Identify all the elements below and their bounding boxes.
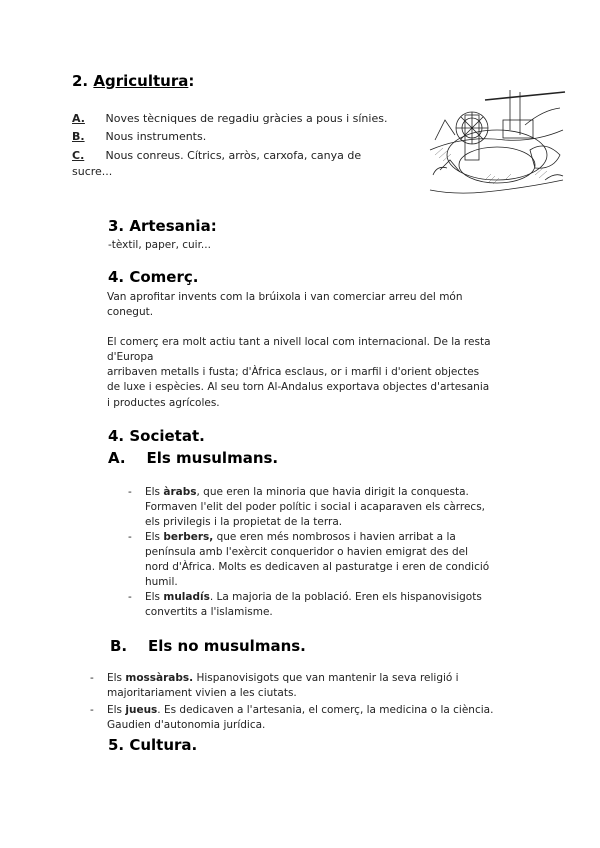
item-pre: Els <box>145 486 164 498</box>
item-pre: Els <box>107 672 126 684</box>
societat-heading: 4. Societat. <box>108 427 205 445</box>
agricultura-title: Agricultura <box>93 72 189 90</box>
cultura-heading: 5. Cultura. <box>108 736 198 754</box>
item-line: Formaven l'elit del poder polític i social i acaparaven els càrrecs, <box>145 501 486 513</box>
item-label: A. <box>72 112 85 125</box>
artesania-text: -tèxtil, paper, cuir... <box>108 239 211 251</box>
musulmans-heading: A. Els musulmans. <box>108 449 279 467</box>
comerc-line-6: de luxe i espècies. Al seu torn Al-Andalus exportava objectes d'artesania <box>107 381 490 393</box>
bullet-dash: - <box>128 531 132 543</box>
item-label: C. <box>72 149 85 162</box>
item-line: els privilegis i la propietat de la terra. <box>145 516 343 528</box>
item-bold: àrabs <box>163 486 197 498</box>
item-text: Nous conreus. Cítrics, arròs, carxofa, canya de <box>105 149 362 162</box>
item-post: . Es dedicaven a l'artesania, el comerç, la medicina o la ciència. <box>157 704 494 716</box>
comerc-heading: 4. Comerç. <box>108 268 199 286</box>
comerc-line-3: El comerç era molt actiu tant a nivell local com internacional. De la resta <box>107 336 491 348</box>
item-label: B. <box>72 130 85 143</box>
no-musulmans-item-mossarabs <box>90 671 547 701</box>
noria-sketch-image <box>425 80 568 202</box>
item-line: Gaudien d'autonomia jurídica. <box>107 719 266 731</box>
no-musulmans-item-jueus <box>90 703 547 733</box>
item-line: nord d'Àfrica. Molts es dedicaven al pasturatge i eren de condició <box>145 561 490 573</box>
comerc-line-1: Van aprofitar invents com la brúixola i van comerciar arreu del món <box>107 291 463 303</box>
agricultura-item-c-cont: sucre... <box>72 165 113 178</box>
agricultura-colon: : <box>188 72 195 90</box>
item-bold: berbers, <box>163 531 214 543</box>
item-text: Noves tècniques de regadiu gràcies a pous i sínies. <box>105 112 388 125</box>
musulmans-item-berbers <box>128 530 545 590</box>
agricultura-item-b <box>72 129 417 144</box>
bullet-dash: - <box>128 486 132 498</box>
comerc-line-4: d'Europa <box>107 351 154 363</box>
item-text: Nous instruments. <box>105 130 207 143</box>
item-post: Hispanovisigots que van mantenir la seva religió i <box>193 672 459 684</box>
comerc-line-7: i productes agrícoles. <box>107 397 220 409</box>
bullet-dash: - <box>90 672 94 684</box>
bullet-dash: - <box>90 704 94 716</box>
bullet-dash: - <box>128 591 132 603</box>
item-post: . La majoria de la població. Eren els hispanovisigots <box>209 591 482 603</box>
comerc-line-5: arribaven metalls i fusta; d'Àfrica esclaus, or i marfil i d'orient objectes <box>107 366 480 378</box>
item-bold: jueus <box>125 704 158 716</box>
agricultura-heading <box>72 72 194 90</box>
agricultura-number: 2. <box>72 72 89 90</box>
item-line: convertits a l'islamisme. <box>145 606 273 618</box>
agricultura-item-c <box>72 148 417 163</box>
item-pre: Els <box>107 704 126 716</box>
musulmans-item-arabs <box>128 485 545 530</box>
artesania-heading: 3. Artesania: <box>108 217 217 235</box>
item-post: , que eren la minoria que havia dirigit la conquesta. <box>196 486 469 498</box>
item-bold: muladís <box>163 591 210 603</box>
item-line: humil. <box>145 576 178 588</box>
item-line: majoritariament vivien a les ciutats. <box>107 687 297 699</box>
no-musulmans-heading: B. Els no musulmans. <box>110 637 306 655</box>
musulmans-item-muladis <box>128 590 545 620</box>
item-line: península amb l'exèrcit conqueridor o havien emigrat des del <box>145 546 468 558</box>
item-pre: Els <box>145 591 164 603</box>
agricultura-item-a <box>72 111 417 126</box>
comerc-line-2: conegut. <box>107 306 154 318</box>
item-bold: mossàrabs. <box>125 672 194 684</box>
item-post: que eren més nombrosos i havien arribat a la <box>213 531 456 543</box>
item-pre: Els <box>145 531 164 543</box>
